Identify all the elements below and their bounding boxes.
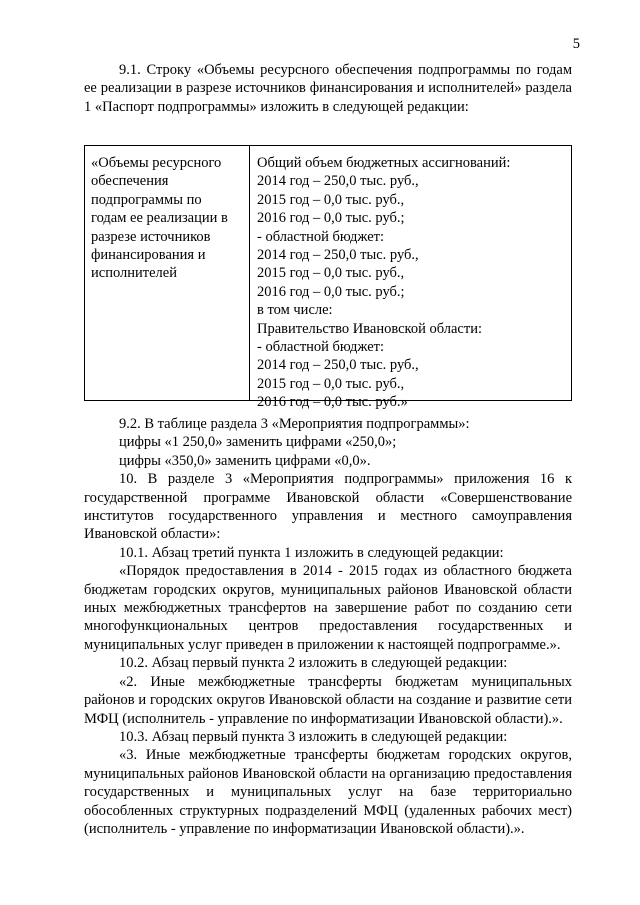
table-right-line: 2016 год – 0,0 тыс. руб.;	[257, 210, 405, 227]
paragraph: 10.3. Абзац первый пункта 3 изложить в следующей редакции:	[119, 728, 508, 745]
table-right-line: 2014 год – 250,0 тыс. руб.,	[257, 357, 419, 374]
paragraph: «3. Иные межбюджетные трансферты бюджетам городских округов, муниципальных районов Ивановской области на организацию предоставления государственных и муниципальных услуг на базе территориально обособленных структурных подразделений МФЦ (удаленных рабочих мест) (исполнитель - управление по информатизации Ивановской области).».	[84, 747, 572, 837]
table-right-line: 2016 год – 0,0 тыс. руб.;	[257, 283, 405, 300]
page-number: 5	[572, 36, 580, 52]
table-right-line: в том числе:	[257, 302, 333, 319]
body-text	[84, 415, 572, 838]
paragraph: 10.1. Абзац третий пункта 1 изложить в следующей редакции:	[119, 544, 504, 561]
resource-table	[84, 145, 572, 411]
paragraph: «2. Иные межбюджетные трансферты бюджетам муниципальных районов и городских округов Ивановской области на создание и развитие сети МФЦ (исполнитель - управление по информатизации Ивановской области).».	[84, 673, 572, 727]
paragraph: 10.2. Абзац первый пункта 2 изложить в следующей редакции:	[119, 655, 508, 672]
paragraph: цифры «350,0» заменить цифрами «0,0».	[119, 452, 371, 469]
table-left-line: финансирования и	[91, 247, 206, 264]
table-column-divider	[249, 146, 250, 400]
table-left-cell	[91, 154, 241, 283]
paragraph: 10. В разделе 3 «Мероприятия подпрограммы» приложения 16 к государственной программе Ивановской области «Совершенствование институтов государственного управления и местного самоуправления Ивановской области»:	[84, 471, 572, 543]
table-left-line: годам ее реализации в	[91, 210, 228, 227]
intro-text	[84, 61, 572, 116]
paragraph: 9.2. В таблице раздела 3 «Мероприятия подпрограммы»:	[119, 416, 470, 432]
table-right-line: 2015 год – 0,0 тыс. руб.,	[257, 375, 405, 392]
table-left-line: «Объемы ресурсного	[91, 155, 222, 171]
table-left-line: подпрограммы по	[91, 191, 202, 208]
paragraph: цифры «1 250,0» заменить цифрами «250,0»;	[119, 434, 397, 451]
intro-paragraph: 9.1. Строку «Объемы ресурсного обеспечения подпрограммы по годам ее реализации в разрезе источников финансирования и исполнителей» раздела 1 «Паспорт подпрограммы» изложить в следующей редакции:	[84, 62, 572, 115]
table-right-line: 2015 год – 0,0 тыс. руб.,	[257, 265, 405, 282]
table-left-line: разрезе источников	[91, 228, 211, 245]
table-right-line: 2016 год – 0,0 тыс. руб.»	[257, 394, 408, 411]
table-left-line: исполнителей	[91, 265, 177, 282]
table-right-line: 2014 год – 250,0 тыс. руб.,	[257, 173, 419, 190]
table-right-line: - областной бюджет:	[257, 228, 385, 245]
table-right-line: Общий объем бюджетных ассигнований:	[257, 155, 511, 171]
table-right-line: - областной бюджет:	[257, 339, 385, 356]
table-right-line: 2015 год – 0,0 тыс. руб.,	[257, 191, 405, 208]
table-right-cell	[257, 154, 567, 412]
table-left-line: обеспечения	[91, 173, 169, 190]
table-right-line: 2014 год – 250,0 тыс. руб.,	[257, 247, 419, 264]
paragraph: «Порядок предоставления в 2014 - 2015 годах из областного бюджета бюджетам городских округов, муниципальных районов Ивановской области иных межбюджетных трансфертов на завершение работ по созданию сети многофункциональных центров предоставления государственных и муниципальных услуг приведен в приложении к настоящей подпрограмме.».	[84, 563, 572, 653]
table-right-line: Правительство Ивановской области:	[257, 320, 482, 337]
